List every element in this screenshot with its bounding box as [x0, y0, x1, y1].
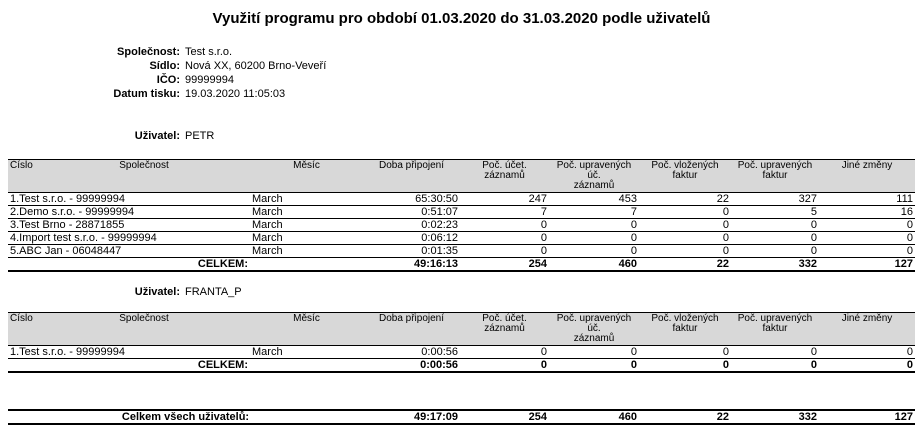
cell-company: 1.Test s.r.o. - 99999994 [8, 346, 250, 359]
cell-company: 3.Test Brno - 28871855 [8, 219, 250, 232]
col-header-acc-records: Poč. účet. záznamů [460, 313, 549, 346]
cell-connection-time: 0:51:07 [363, 206, 460, 219]
user-section-franta-p [8, 286, 915, 373]
col-header-acc-records: Poč. účet. záznamů [460, 160, 549, 193]
total-updated-invoices: 332 [731, 258, 819, 272]
col-header-line: záznamů [573, 180, 615, 191]
grand-total-connection-time: 49:17:09 [363, 410, 460, 424]
grand-total-inserted-invoices: 22 [639, 410, 731, 424]
cell-updated-invoices: 0 [731, 219, 819, 232]
cell-month-empty [250, 258, 363, 272]
cell-month: March [250, 193, 363, 206]
table-row [8, 245, 915, 258]
col-header-inserted-invoices: Poč. vložených faktur [639, 313, 731, 346]
usage-table-petr [8, 159, 915, 272]
cell-inserted-invoices: 0 [639, 232, 731, 245]
cell-other-changes: 111 [819, 193, 915, 206]
ico-label: IČO: [156, 74, 180, 86]
cell-updated-acc-records: 0 [549, 219, 639, 232]
col-header-company: Společnost [38, 160, 250, 193]
grand-total-other-changes: 127 [819, 410, 915, 424]
cell-month: March [250, 346, 363, 359]
col-header-line: faktur [762, 323, 788, 334]
cell-acc-records: 0 [460, 219, 549, 232]
col-header-month: Měsíc [250, 313, 363, 346]
cell-connection-time: 65:30:50 [363, 193, 460, 206]
col-header-number: Číslo [8, 313, 38, 346]
cell-updated-acc-records: 0 [549, 245, 639, 258]
col-header-line: Poč. upravených [737, 160, 813, 171]
total-label: CELKEM: [8, 258, 250, 272]
cell-company: 5.ABC Jan - 06048447 [8, 245, 250, 258]
user-label: Uživatel: [134, 130, 180, 142]
section-total-row [8, 359, 915, 373]
cell-other-changes: 16 [819, 206, 915, 219]
cell-updated-acc-records: 453 [549, 193, 639, 206]
cell-month: March [250, 245, 363, 258]
cell-inserted-invoices: 0 [639, 206, 731, 219]
cell-other-changes: 0 [819, 245, 915, 258]
company-info-row [8, 87, 915, 101]
user-label: Uživatel: [134, 286, 180, 298]
col-header-line: záznamů [573, 333, 615, 344]
address-label: Sídlo: [149, 60, 180, 72]
table-row [8, 232, 915, 245]
cell-updated-acc-records: 7 [549, 206, 639, 219]
col-header-line: Poč. upravených úč. [556, 160, 632, 181]
table-header-row [8, 313, 915, 346]
total-inserted-invoices: 22 [639, 258, 731, 272]
col-header-inserted-invoices: Poč. vložených faktur [639, 160, 731, 193]
total-acc-records: 0 [460, 359, 549, 373]
address-value: Nová XX, 60200 Brno-Veveří [185, 60, 327, 72]
company-label: Společnost: [117, 46, 180, 58]
col-header-connection-time: Doba připojení [363, 160, 460, 193]
cell-month: March [250, 206, 363, 219]
cell-connection-time: 0:01:35 [363, 245, 460, 258]
total-acc-records: 254 [460, 258, 549, 272]
cell-month-empty [250, 359, 363, 373]
table-header-row [8, 160, 915, 193]
total-connection-time: 0:00:56 [363, 359, 460, 373]
cell-other-changes: 0 [819, 232, 915, 245]
col-header-number: Číslo [8, 160, 38, 193]
col-header-line: Poč. upravených [737, 313, 813, 324]
grand-total-label: Celkem všech uživatelů: [8, 410, 363, 424]
cell-inserted-invoices: 0 [639, 219, 731, 232]
cell-other-changes: 0 [819, 346, 915, 359]
user-section-petr [8, 130, 915, 272]
usage-table-franta-p [8, 312, 915, 373]
company-info [8, 45, 915, 101]
grand-total-updated-acc-records: 460 [549, 410, 639, 424]
cell-company: 2.Demo s.r.o. - 99999994 [8, 206, 250, 219]
cell-month: March [250, 232, 363, 245]
cell-acc-records: 0 [460, 346, 549, 359]
col-header-updated-acc-records [549, 313, 639, 346]
ico-value: 99999994 [185, 74, 234, 86]
user-line [8, 130, 915, 143]
print-date-value: 19.03.2020 11:05:03 [185, 88, 286, 100]
cell-other-changes: 0 [819, 219, 915, 232]
cell-acc-records: 7 [460, 206, 549, 219]
grand-total-table [8, 409, 915, 425]
table-row [8, 346, 915, 359]
col-header-updated-invoices [731, 160, 819, 193]
company-info-row [8, 59, 915, 73]
report-title: Využití programu pro období 01.03.2020 do 31.03.2020 podle uživatelů [212, 10, 711, 27]
col-header-connection-time: Doba připojení [363, 313, 460, 346]
cell-connection-time: 0:00:56 [363, 346, 460, 359]
cell-inserted-invoices: 0 [639, 245, 731, 258]
cell-inserted-invoices: 0 [639, 346, 731, 359]
cell-acc-records: 0 [460, 232, 549, 245]
col-header-updated-invoices [731, 313, 819, 346]
col-header-company: Společnost [38, 313, 250, 346]
total-inserted-invoices: 0 [639, 359, 731, 373]
cell-connection-time: 0:02:23 [363, 219, 460, 232]
company-info-row [8, 73, 915, 87]
section-total-row [8, 258, 915, 272]
company-value: Test s.r.o. [185, 46, 233, 58]
cell-updated-acc-records: 0 [549, 346, 639, 359]
cell-updated-invoices: 5 [731, 206, 819, 219]
cell-updated-invoices: 0 [731, 346, 819, 359]
table-row [8, 193, 915, 206]
cell-connection-time: 0:06:12 [363, 232, 460, 245]
col-header-updated-acc-records [549, 160, 639, 193]
total-updated-acc-records: 460 [549, 258, 639, 272]
table-row [8, 219, 915, 232]
user-name: PETR [185, 130, 215, 142]
col-header-other-changes: Jiné změny [819, 313, 915, 346]
total-connection-time: 49:16:13 [363, 258, 460, 272]
cell-updated-acc-records: 0 [549, 232, 639, 245]
table-row [8, 206, 915, 219]
col-header-other-changes: Jiné změny [819, 160, 915, 193]
cell-inserted-invoices: 22 [639, 193, 731, 206]
col-header-month: Měsíc [250, 160, 363, 193]
cell-company: 1.Test s.r.o. - 99999994 [8, 193, 250, 206]
total-label: CELKEM: [8, 359, 250, 373]
total-other-changes: 127 [819, 258, 915, 272]
cell-company: 4.Import test s.r.o. - 99999994 [8, 232, 250, 245]
total-updated-invoices: 0 [731, 359, 819, 373]
cell-updated-invoices: 327 [731, 193, 819, 206]
cell-updated-invoices: 0 [731, 232, 819, 245]
user-line [8, 286, 915, 299]
total-other-changes: 0 [819, 359, 915, 373]
company-info-row [8, 45, 915, 59]
cell-updated-invoices: 0 [731, 245, 819, 258]
cell-month: March [250, 219, 363, 232]
grand-total-updated-invoices: 332 [731, 410, 819, 424]
total-updated-acc-records: 0 [549, 359, 639, 373]
col-header-line: Poč. upravených úč. [556, 313, 632, 334]
grand-total-acc-records: 254 [460, 410, 549, 424]
col-header-line: faktur [762, 170, 788, 181]
grand-total-row [8, 410, 915, 424]
print-date-label: Datum tisku: [113, 88, 180, 100]
cell-acc-records: 0 [460, 245, 549, 258]
user-name: FRANTA_P [185, 286, 242, 298]
cell-acc-records: 247 [460, 193, 549, 206]
